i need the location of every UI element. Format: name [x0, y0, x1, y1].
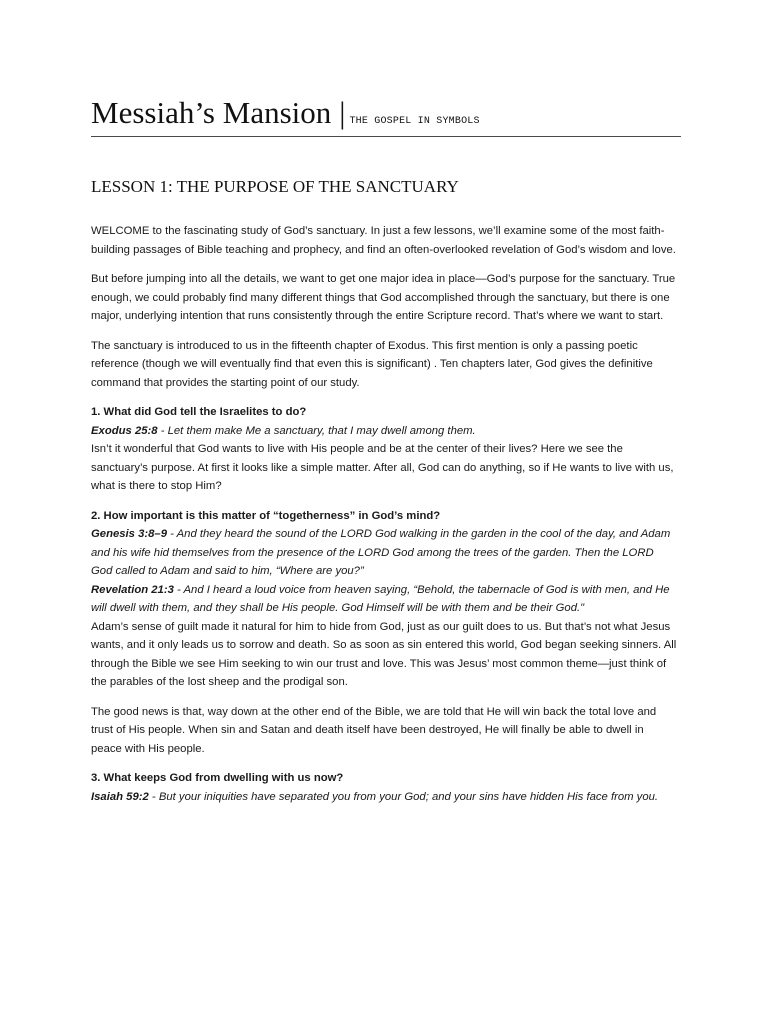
verse-ref: Revelation 21:3: [91, 583, 174, 596]
paragraph-purpose: But before jumping into all the details, we want to get one major idea in place—God’s purpose for the sanctuary. True enough, we could probably find many different things that God accomplished through the sanctuary, but there is one major, underlying intention that runs consistently through the entire Scripture record. That’s where we want to start.: [91, 273, 676, 322]
verse-text: - And they heard the sound of the LORD God walking in the garden in the cool of the day, and Adam and his wife hid themselves from the presence of the LORD God among the trees of the garden. Then the LORD God called to Adam and said to him, “Where are you?”: [91, 528, 671, 577]
verse-isaiah: [91, 788, 677, 807]
verse-exodus: [91, 422, 677, 441]
question-2: 2. How important is this matter of “togetherness” in God’s mind?: [91, 509, 441, 522]
paragraph-welcome: WELCOME to the fascinating study of God’s sanctuary. In just a few lessons, we’ll examine some of the most faith-building passages of Bible teaching and prophecy, and find an often-overlooked revelation of God’s wisdom and love.: [91, 225, 676, 256]
verse-text: - Let them make Me a sanctuary, that I may dwell among them.: [157, 424, 476, 437]
header-rule: [91, 136, 681, 137]
verse-ref: Genesis 3:8–9: [91, 528, 167, 540]
header-separator: |: [339, 95, 346, 130]
brand-title: Messiah’s Mansion: [91, 95, 332, 130]
question-1: 1. What did God tell the Israelites to do?: [91, 406, 307, 418]
paragraph-adam: Adam’s sense of guilt made it natural for him to hide from God, just as our guilt does to us. But that’s not what Jesus wants, and it only leads us to sorrow and death. So as soon as sin entered this world, God began seeking sinners. All through the Bible we see Him seeking to win our trust and love. This was Jesus’ most common theme—just think of the parables of the lost sheep and the prodigal son.: [91, 620, 677, 688]
paragraph-wonderful: Isn’t it wonderful that God wants to live with His people and be at the center of their lives? Here we see the sanctuary’s purpose. At first it looks like a simple matter. After all, God can do anything, so if He wants to live with us, what is there to stop Him?: [91, 443, 674, 492]
verse-text: - But your iniquities have separated you from your God; and your sins have hidden His face from you.: [148, 790, 659, 803]
verse-genesis: [91, 525, 677, 581]
lesson-title: LESSON 1: THE PURPOSE OF THE SANCTUARY: [91, 177, 459, 196]
brand-tagline: THE GOSPEL IN SYMBOLS: [349, 116, 480, 127]
lesson-body: [91, 222, 677, 806]
document-header: [91, 94, 681, 132]
question-3: 3. What keeps God from dwelling with us now?: [91, 772, 344, 784]
verse-revelation: [91, 581, 677, 618]
verse-ref: Isaiah 59:2: [91, 790, 149, 803]
paragraph-good-news: The good news is that, way down at the other end of the Bible, we are told that He will win back the total love and trust of His people. When sin and Satan and death itself have been destroyed, He will finally be able to dwell in peace with His people.: [91, 705, 657, 755]
paragraph-exodus: The sanctuary is introduced to us in the fifteenth chapter of Exodus. This first mention is only a passing poetic reference (though we will eventually find that even this is significant) . Ten chapters later, God gives the definitive command that provides the starting point of our study.: [91, 339, 653, 389]
verse-text: - And I heard a loud voice from heaven saying, “Behold, the tabernacle of God is with men, and He will dwell with them, and they shall be His people. God Himself will be with them and be their God.": [91, 583, 670, 614]
verse-ref: Exodus 25:8: [91, 424, 158, 437]
